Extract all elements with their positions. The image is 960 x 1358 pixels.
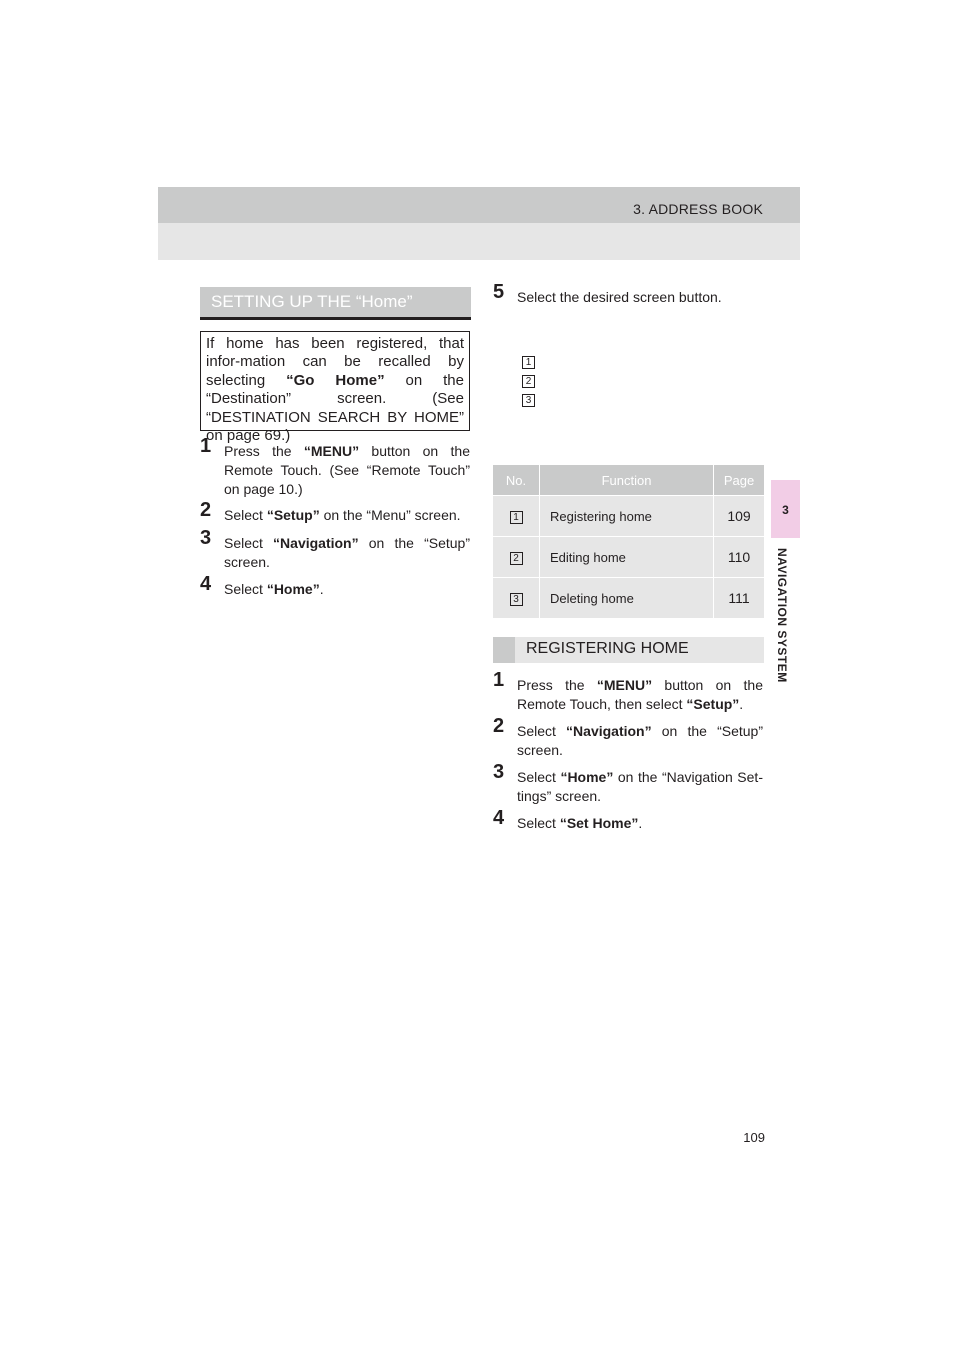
side-tab-label-wrap bbox=[771, 548, 800, 708]
row-function: Deleting home bbox=[540, 578, 714, 619]
registering-section-bar bbox=[493, 637, 515, 663]
setup-section-underline bbox=[200, 317, 471, 320]
table-row bbox=[493, 496, 764, 537]
register-step-3: 3 Select “Home” on the “Navigation Set-tings” screen. bbox=[493, 761, 763, 804]
setup-step-4: 4 Select “Home”. bbox=[200, 573, 324, 597]
side-tab-number: 3 bbox=[782, 503, 789, 517]
register-step-1: 1 Press the “MENU” button on the Remote Touch, then select “Setup”. bbox=[493, 669, 763, 712]
registering-section-title: REGISTERING HOME bbox=[526, 640, 689, 657]
row-page: 111 bbox=[714, 578, 765, 619]
row-number-box: 1 bbox=[510, 511, 523, 524]
table-row bbox=[493, 578, 764, 619]
row-page: 109 bbox=[714, 496, 765, 537]
callout-1: 1 bbox=[522, 356, 535, 369]
chapter-title: 3. ADDRESS BOOK bbox=[633, 201, 763, 217]
setup-step-3: 3 Select “Navigation” on the “Setup” screen. bbox=[200, 527, 470, 570]
header-page: Page bbox=[714, 465, 765, 496]
page-number: 109 bbox=[743, 1130, 765, 1145]
setup-step-5: 5 Select the desired screen button. bbox=[493, 281, 722, 305]
row-page: 110 bbox=[714, 537, 765, 578]
table-row bbox=[493, 537, 764, 578]
table-header-row bbox=[493, 465, 764, 496]
callout-2: 2 bbox=[522, 375, 535, 388]
function-table bbox=[493, 465, 764, 618]
row-number-box: 2 bbox=[510, 552, 523, 565]
side-tab-label: NAVIGATION SYSTEM bbox=[775, 548, 789, 683]
header-band-bottom bbox=[158, 223, 800, 260]
setup-intro-text: If home has been registered, that infor-mation can be recalled by selecting “Go Home” on the “Destination” screen. (See “DESTINATION SEARCH BY HOME” on page 69.) bbox=[206, 335, 464, 445]
setup-section-title: SETTING UP THE “Home” bbox=[211, 292, 413, 311]
row-function: Registering home bbox=[540, 496, 714, 537]
row-function: Editing home bbox=[540, 537, 714, 578]
setup-intro-box bbox=[200, 331, 470, 445]
register-step-2: 2 Select “Navigation” on the “Setup” screen. bbox=[493, 715, 763, 758]
header-no: No. bbox=[493, 465, 540, 496]
header-function: Function bbox=[540, 465, 714, 496]
callout-3: 3 bbox=[522, 394, 535, 407]
setup-step-2: 2 Select “Setup” on the “Menu” screen. bbox=[200, 499, 461, 523]
setup-step-1: 1 Press the “MENU” button on the Remote Touch. (See “Remote Touch” on page 10.) bbox=[200, 435, 470, 497]
row-number-box: 3 bbox=[510, 593, 523, 606]
register-step-4: 4 Select “Set Home”. bbox=[493, 807, 643, 831]
